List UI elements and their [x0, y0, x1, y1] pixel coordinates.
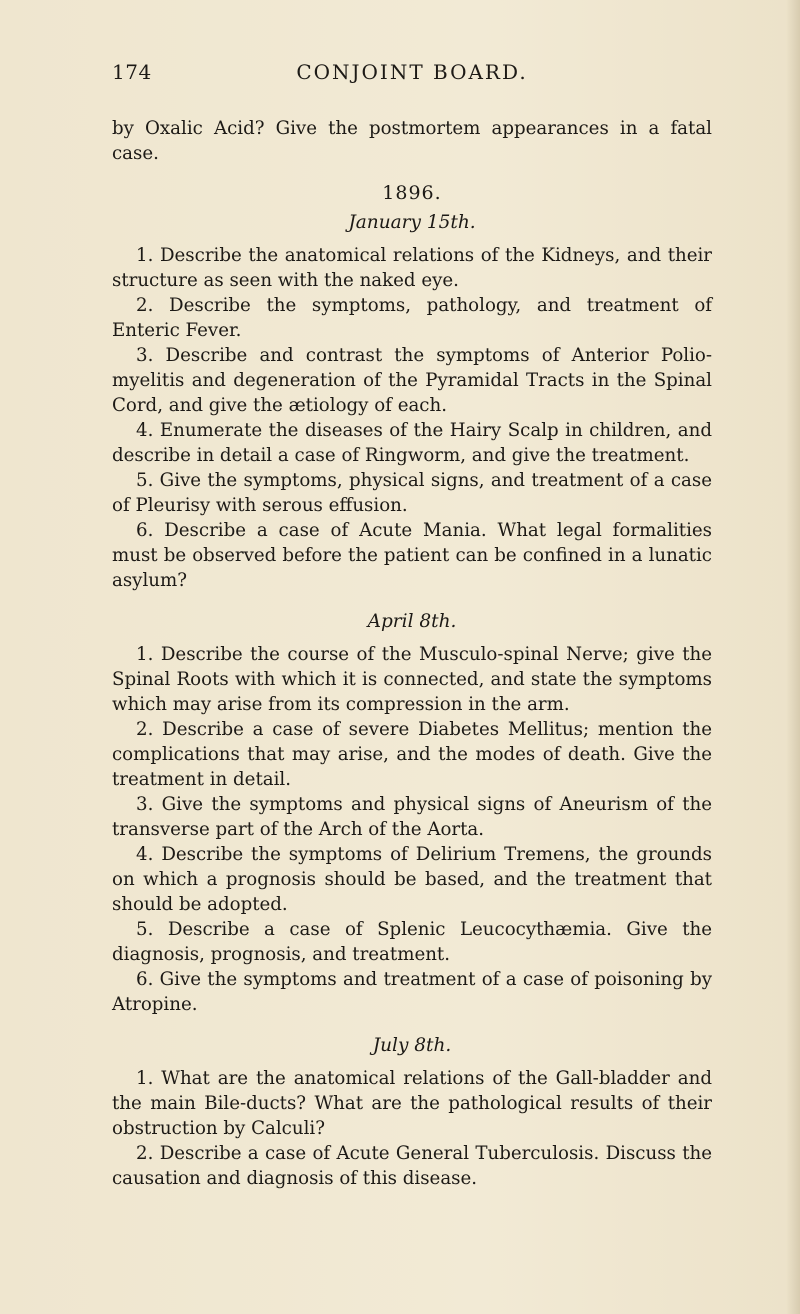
year-heading: 1896.: [382, 182, 442, 204]
question-item: 5. Describe a case of Splenic Leucocythæmia. Give the diagnosis, prognosis, and treatment.: [112, 919, 712, 965]
continued-question: by Oxalic Acid? Give the postmortem appearances in a fatal case.: [112, 118, 712, 164]
question-list: [112, 1066, 712, 1191]
page-content: [112, 60, 712, 1191]
question-item: 1. What are the anatomical relations of the Gall-bladder and the main Bile-ducts? What are the pathological results of their obstruction by Calculi?: [112, 1068, 712, 1139]
question-item: 2. Describe a case of severe Diabetes Mellitus; mention the complications that may arise, and the modes of death. Give the treatment in detail.: [112, 719, 712, 790]
question-item: 4. Enumerate the diseases of the Hairy Scalp in children, and describe in detail a case of Ringworm, and give the treatment.: [112, 420, 712, 466]
question-item: 4. Describe the symptoms of Delirium Tremens, the grounds on which a prognosis should be based, and the treatment that should be adopted.: [112, 844, 712, 915]
exam-section-july: [112, 1035, 712, 1191]
page-number: 174: [112, 60, 152, 84]
section-date: July 8th.: [372, 1035, 452, 1056]
question-item: 3. Describe and contrast the symptoms of Anterior Polio-myelitis and degeneration of the Pyramidal Tracts in the Spinal Cord, and give the ætiology of each.: [112, 345, 712, 416]
question-list: [112, 642, 712, 1017]
page-edge-shadow: [786, 0, 800, 1314]
section-date: April 8th.: [367, 611, 457, 632]
question-item: 2. Describe the symptoms, pathology, and treatment of Enteric Fever.: [112, 295, 712, 341]
question-item: 6. Describe a case of Acute Mania. What legal formalities must be observed before the patient can be confined in a lunatic asylum?: [112, 520, 712, 591]
question-item: 5. Give the symptoms, physical signs, and treatment of a case of Pleurisy with serous effusion.: [112, 470, 712, 516]
exam-section-april: [112, 611, 712, 1017]
running-head: CONJOINT BOARD.: [296, 60, 528, 84]
question-item: 2. Describe a case of Acute General Tuberculosis. Discuss the causation and diagnosis of this disease.: [112, 1143, 712, 1189]
question-item: 1. Describe the anatomical relations of the Kidneys, and their structure as seen with the naked eye.: [112, 245, 712, 291]
question-item: 1. Describe the course of the Musculo-spinal Nerve; give the Spinal Roots with which it is connected, and state the symptoms which may arise from its compression in the arm.: [112, 644, 712, 715]
question-item: 3. Give the symptoms and physical signs of Aneurism of the transverse part of the Arch of the Aorta.: [112, 794, 712, 840]
exam-section-january: [112, 212, 712, 593]
question-list: [112, 243, 712, 593]
question-item: 6. Give the symptoms and treatment of a case of poisoning by Atropine.: [112, 969, 712, 1015]
page-header: [112, 60, 712, 100]
section-date: January 15th.: [348, 212, 476, 233]
